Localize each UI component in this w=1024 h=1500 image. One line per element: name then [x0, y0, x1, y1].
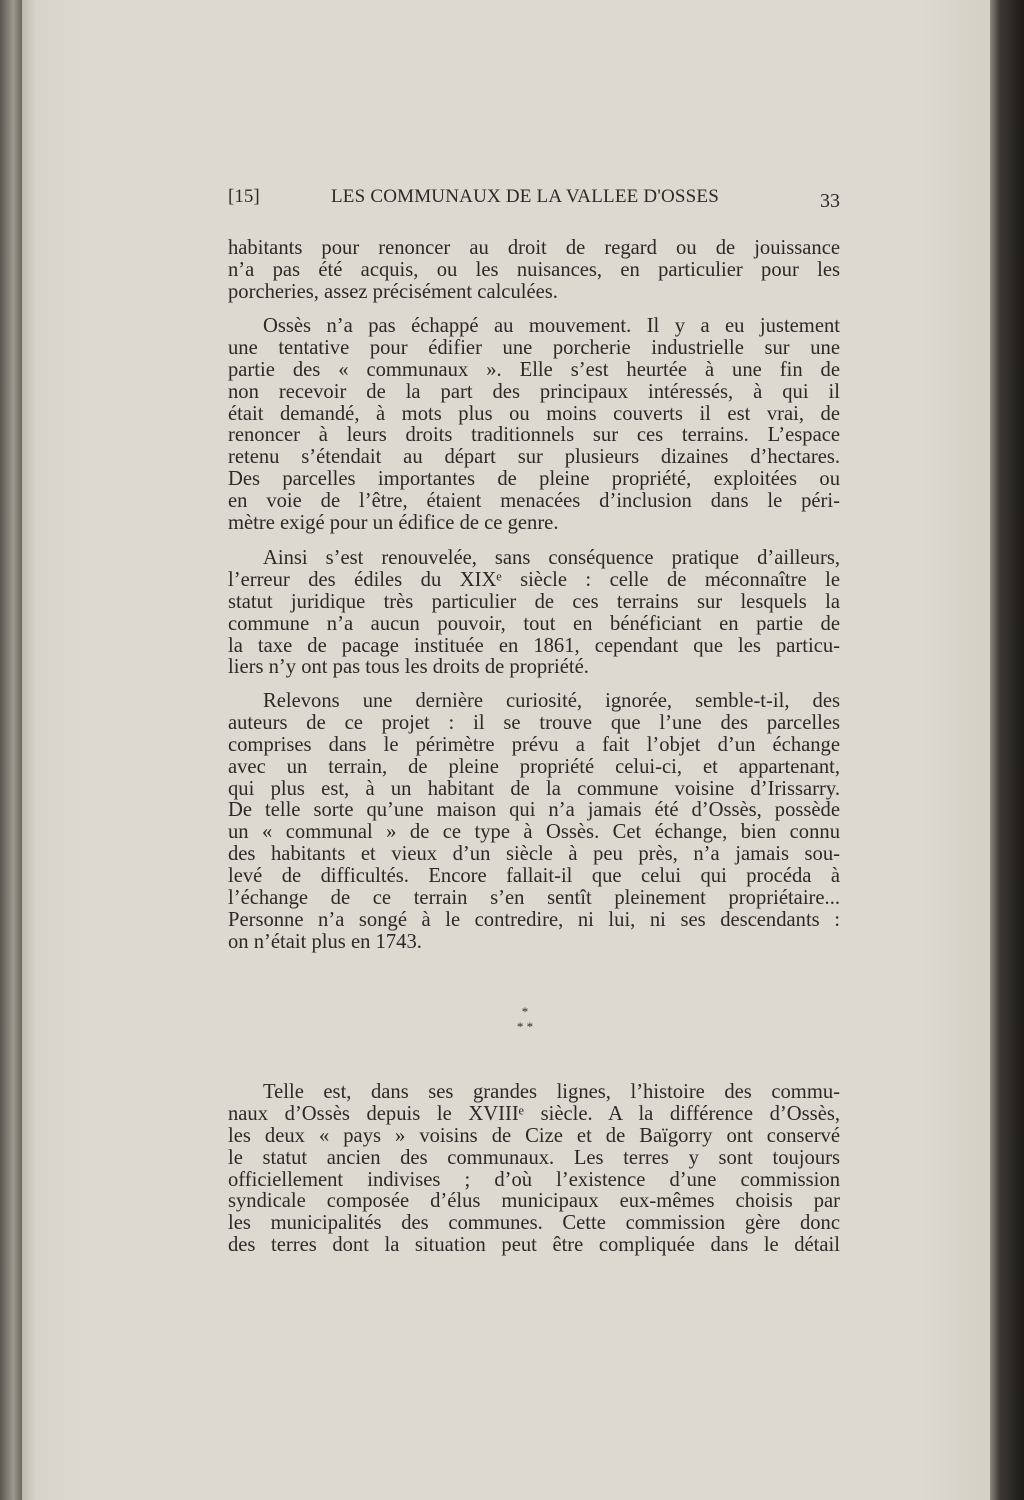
text-line: avec un terrain, de pleine propriété celui-ci, et appartenant,: [228, 755, 840, 778]
text-line: non recevoir de la part des principaux intéressés, à qui il: [228, 380, 840, 403]
page-edge: [990, 0, 1024, 1500]
text-line: levé de difficultés. Encore fallait-il que celui qui procéda à: [228, 865, 840, 888]
text-line: mètre exigé pour un édifice de ce genre.: [228, 512, 559, 535]
text-line: un « communal » de ce type à Ossès. Cet échange, bien connu: [228, 821, 840, 844]
text-line: des terres dont la situation peut être compliquée dans le détail: [228, 1234, 840, 1257]
text-line: porcheries, assez précisément calculées.: [228, 280, 558, 303]
running-title: LES COMMUNAUX DE LA VALLEE D'OSSES: [331, 186, 719, 207]
text-line: Personne n’a songé à le contredire, ni lui, ni ses descendants :: [228, 908, 840, 931]
page-number: 33: [820, 190, 840, 212]
text-line: des habitants et vieux d’un siècle à peu près, n’a jamais sou-: [228, 843, 840, 866]
paragraph: [228, 691, 840, 954]
text-line: Telle est, dans ses grandes lignes, l’histoire des commu-: [263, 1081, 840, 1103]
text-line: Ossès n’a pas échappé au mouvement. Il y a eu justement: [263, 315, 840, 337]
text-line: habitants pour renoncer au droit de regard ou de jouissance: [228, 237, 840, 259]
text-line: syndicale composée d’élus municipaux eux-mêmes choisis par: [228, 1190, 840, 1213]
text-line: renoncer à leurs droits traditionnels sur ces terrains. L’espace: [228, 424, 840, 447]
text-line: auteurs de ce projet : il se trouve que l’une des parcelles: [228, 711, 840, 734]
text-line: officiellement indivises ; d’où l’existence d’une commission: [228, 1168, 840, 1191]
text-line: en voie de l’être, étaient menacées d’inclusion dans le péri-: [228, 490, 840, 513]
text-line: Ainsi s’est renouvelée, sans conséquence pratique d’ailleurs,: [263, 547, 840, 569]
section-separator: [495, 1004, 555, 1034]
text-line: Relevons une dernière curiosité, ignorée, semble-t-il, des: [263, 690, 840, 712]
text-line: une tentative pour édifier une porcherie industrielle sur une: [228, 336, 840, 359]
paragraph: [228, 1082, 840, 1257]
paragraph: [228, 548, 840, 679]
text-line: De telle sorte qu’une maison qui n’a jamais été d’Ossès, possède: [228, 799, 840, 822]
text-line: l’échange de ce terrain s’en sentît pleinement propriétaire...: [228, 887, 840, 910]
text-line: commune n’a aucun pouvoir, tout en bénéficiant en partie de: [228, 612, 840, 635]
asterism-top: *: [521, 1004, 529, 1019]
text-line: Des parcelles importantes de pleine propriété, exploitées ou: [228, 468, 840, 491]
text-line: liers n’y ont pas tous les droits de propriété.: [228, 656, 589, 679]
text-line: les municipalités des communes. Cette commission gère donc: [228, 1212, 840, 1235]
running-header: [228, 184, 840, 212]
paragraph: [228, 238, 840, 304]
text-line: partie des « communaux ». Elle s’est heurtée à une fin de: [228, 358, 840, 381]
text-line: statut juridique très particulier de ces terrains sur lesquels la: [228, 590, 840, 613]
text-line: retenu s’étendait au départ sur plusieurs dizaines d’hectares.: [228, 446, 840, 469]
previous-page-edge: [0, 0, 22, 1500]
text-line: naux d’Ossès depuis le XVIIIᵉ siècle. A la différence d’Ossès,: [228, 1102, 840, 1125]
text-line: comprises dans le périmètre prévu a fait l’objet d’un échange: [228, 733, 840, 756]
paragraph: [228, 316, 840, 535]
asterism-bottom: * *: [516, 1019, 534, 1034]
text-line: le statut ancien des communaux. Les terres y sont toujours: [228, 1146, 840, 1169]
text-line: qui plus est, à un habitant de la commune voisine d’Irissarry.: [228, 777, 840, 800]
text-line: la taxe de pacage instituée en 1861, cependant que les particu-: [228, 634, 840, 657]
text-line: les deux « pays » voisins de Cize et de Baïgorry ont conservé: [228, 1124, 840, 1147]
text-line: on n’était plus en 1743.: [228, 930, 422, 953]
text-line: était demandé, à mots plus ou moins couverts il est vrai, de: [228, 402, 840, 425]
text-line: n’a pas été acquis, ou les nuisances, en particulier pour les: [228, 258, 840, 281]
section-number: [15]: [228, 186, 260, 207]
text-line: l’erreur des édiles du XIXᵉ siècle : celle de méconnaître le: [228, 568, 840, 591]
